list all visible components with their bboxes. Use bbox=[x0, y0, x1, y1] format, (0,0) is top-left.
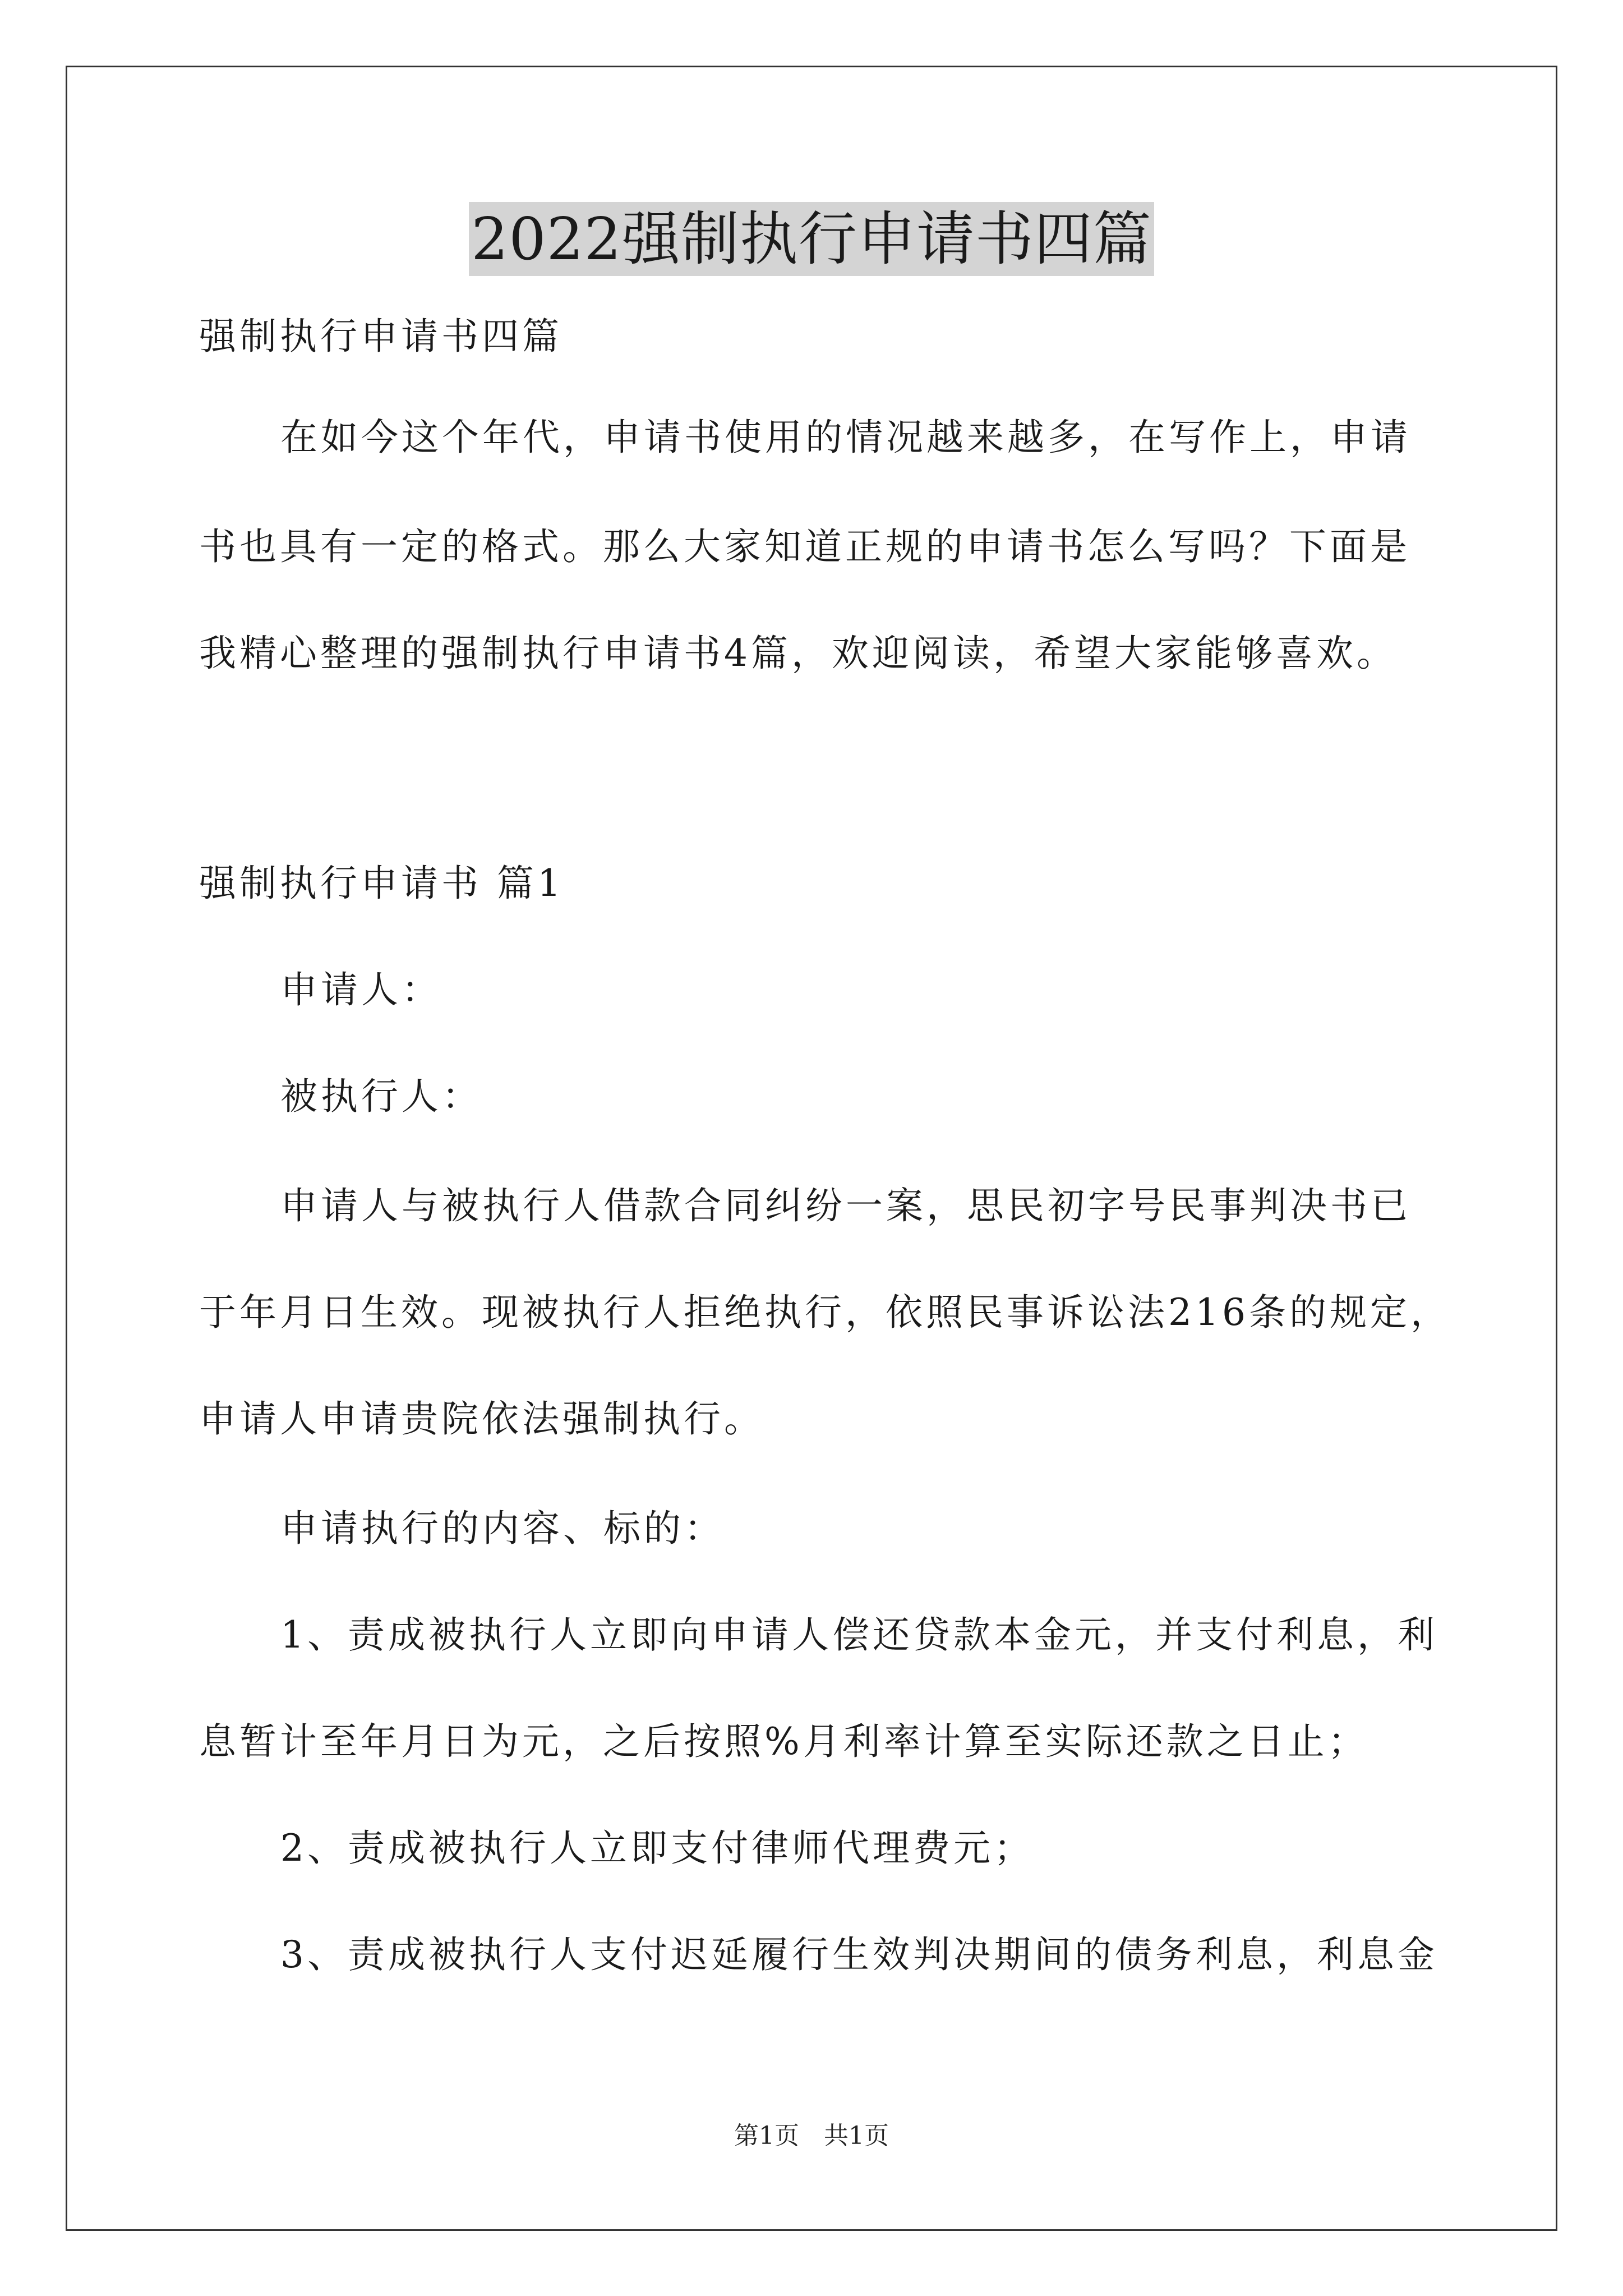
title-container bbox=[0, 202, 1623, 276]
paragraph-line: 于年月日生效。现被执行人拒绝执行，依照民事诉讼法216条的规定， bbox=[199, 1291, 1451, 1334]
list-item-line: 2、责成被执行人立即支付律师代理费元； bbox=[280, 1826, 1034, 1870]
paragraph-line: 申请执行的内容、标的： bbox=[280, 1507, 725, 1550]
section-heading: 强制执行申请书 篇1 bbox=[199, 862, 564, 905]
page-footer: 第1页 共1页 bbox=[734, 2122, 889, 2150]
paragraph-line: 在如今这个年代，申请书使用的情况越来越多，在写作上，申请 bbox=[280, 416, 1411, 459]
page-border bbox=[66, 66, 1557, 2231]
paragraph-line: 书也具有一定的格式。那么大家知道正规的申请书怎么写吗？下面是 bbox=[199, 525, 1410, 568]
document-title: 2022强制执行申请书四篇 bbox=[469, 202, 1154, 276]
paragraph-line: 申请人与被执行人借款合同纠纷一案，思民初字号民事判决书已 bbox=[280, 1184, 1411, 1227]
paragraph-line: 申请人申请贵院依法强制执行。 bbox=[199, 1397, 764, 1441]
list-item-line: 3、责成被执行人支付迟延履行生效判决期间的债务利息，利息金 bbox=[280, 1933, 1438, 1976]
heading-line: 强制执行申请书四篇 bbox=[199, 315, 562, 358]
list-item-line: 息暂计至年月日为元，之后按照%月利率计算至实际还款之日止； bbox=[199, 1720, 1368, 1763]
respondent-label: 被执行人： bbox=[280, 1075, 482, 1118]
list-item-line: 1、责成被执行人立即向申请人偿还贷款本金元，并支付利息，利 bbox=[280, 1613, 1438, 1657]
paragraph-line: 我精心整理的强制执行申请书4篇，欢迎阅读，希望大家能够喜欢。 bbox=[199, 632, 1397, 675]
applicant-label: 申请人： bbox=[280, 968, 442, 1011]
